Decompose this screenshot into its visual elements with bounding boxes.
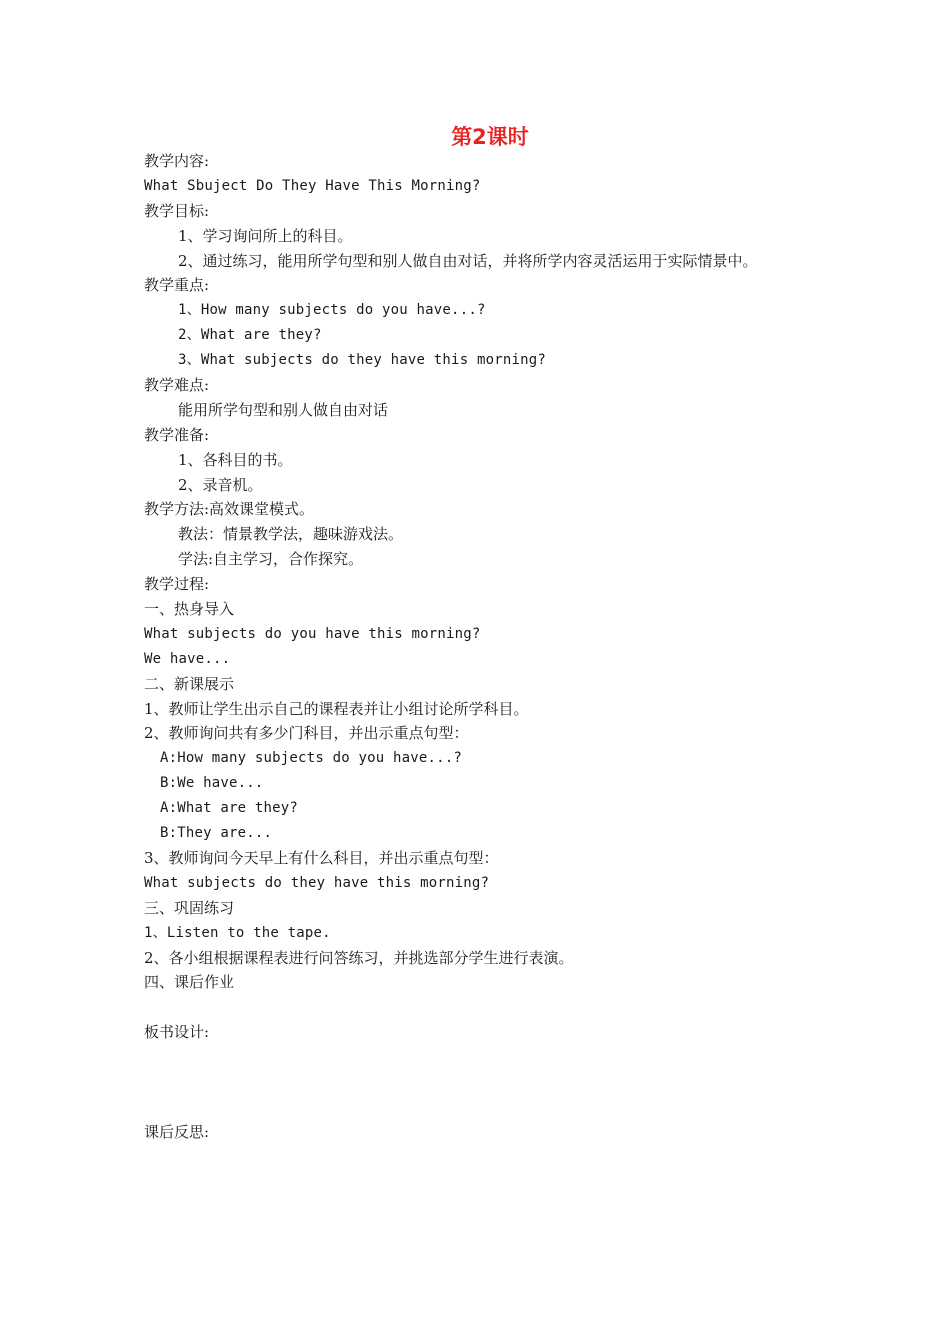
- step3-item: 1、Listen to the tape.: [144, 924, 331, 941]
- step2-item: 1、教师让学生出示自己的课程表并让小组讨论所学科目。: [144, 699, 529, 718]
- board-label: 板书设计:: [144, 1023, 210, 1042]
- step2-item: 3、教师询问今天早上有什么科目，并出示重点句型：: [144, 848, 499, 867]
- prep-item: 2、录音机。: [178, 475, 263, 494]
- dialog-line: B:They are...: [160, 825, 273, 842]
- spacer: [144, 1095, 864, 1120]
- method-line: 教学方法:高效课堂模式。: [144, 500, 315, 519]
- step4-heading: 四、课后作业: [144, 973, 235, 992]
- process-label: 教学过程:: [144, 575, 210, 594]
- prep-item: 1、各科目的书。: [178, 450, 293, 469]
- difficulty-text: 能用所学句型和别人做自由对话: [178, 400, 389, 419]
- step2-item: 2、教师询问共有多少门科目，并出示重点句型：: [144, 724, 469, 743]
- step1-line: What subjects do you have this morning?: [144, 625, 481, 642]
- step3-item: 2、各小组根据课程表进行问答练习，并挑选部分学生进行表演。: [144, 948, 574, 967]
- difficulty-label: 教学难点:: [144, 376, 210, 395]
- lesson-title: 第2课时: [451, 125, 529, 149]
- key-point: 1、How many subjects do you have...?: [178, 302, 486, 319]
- step2-heading: 二、新课展示: [144, 674, 235, 693]
- step3-heading: 三、巩固练习: [144, 898, 235, 917]
- goal-item: 2、通过练习，能用所学句型和别人做自由对话，并将所学内容灵活运用于实际情景中。: [178, 251, 758, 270]
- prep-label: 教学准备:: [144, 425, 210, 444]
- key-point: 3、What subjects do they have this morning?: [178, 352, 546, 369]
- reflection-label: 课后反思:: [144, 1122, 210, 1141]
- step1-heading: 一、热身导入: [144, 600, 235, 619]
- step2-sentence: What subjects do they have this morning?: [144, 874, 490, 891]
- content-label: 教学内容:: [144, 152, 210, 170]
- teach-method: 教法：情景教学法，趣味游戏法。: [178, 525, 404, 544]
- dialog-line: A:How many subjects do you have...?: [160, 750, 463, 767]
- learn-method: 学法:自主学习，合作探究。: [178, 550, 364, 569]
- dialog-line: B:We have...: [160, 775, 264, 792]
- lesson-content: [144, 149, 864, 1145]
- content-text: What Sbuject Do They Have This Morning?: [144, 177, 481, 194]
- step1-line: We have...: [144, 650, 231, 667]
- spacer: [144, 995, 864, 1020]
- key-label: 教学重点:: [144, 276, 210, 295]
- key-point: 2、What are they?: [178, 327, 322, 344]
- dialog-line: A:What are they?: [160, 800, 299, 817]
- goals-label: 教学目标:: [144, 201, 210, 220]
- spacer: [144, 1045, 864, 1095]
- goal-item: 1、学习询问所上的科目。: [178, 226, 353, 245]
